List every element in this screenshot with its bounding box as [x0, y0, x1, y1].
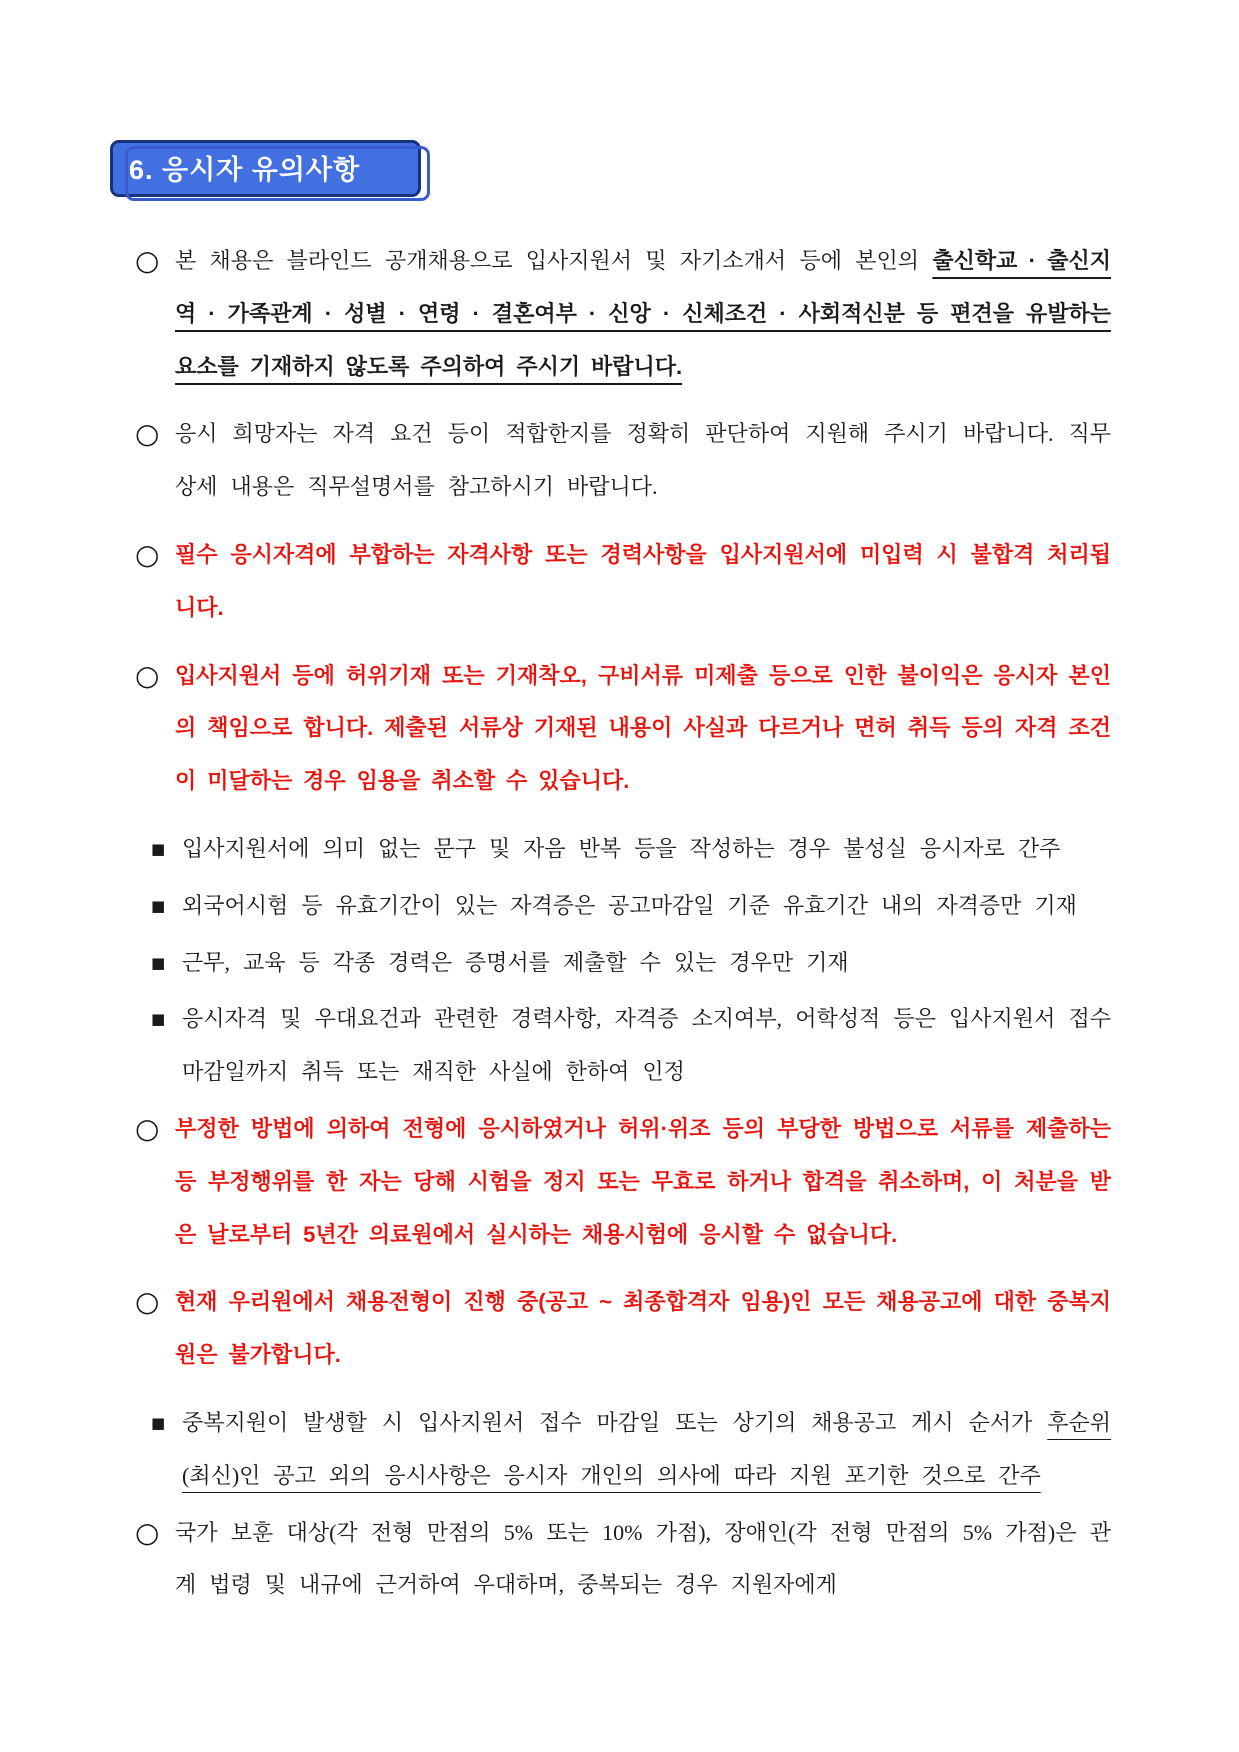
square-bullet-marker: ■ — [151, 896, 166, 915]
notice-list — [110, 235, 1111, 1612]
square-bullet-marker: ■ — [151, 839, 166, 858]
section-title: 6. 응시자 유의사항 — [129, 155, 361, 185]
circle-bullet-marker: ○ — [135, 1515, 160, 1549]
circle-bullet-marker: ○ — [135, 1285, 160, 1319]
notice-text-emphasized: 출신학교 · 출신지역 · 가족관계 · 성별 · 연령 · 결혼여부 · 신앙 · 신체조건 · 사회적신분 등 편견을 유발하는 요소를 기재하지 않도록 주의하여 주시기 바랍니다. — [175, 248, 1111, 379]
notice-item-veteran-disabled-preference — [135, 1507, 1111, 1613]
section-title-box — [110, 140, 421, 197]
notice-text: 입사지원서 등에 허위기재 또는 기재착오, 구비서류 미제출 등으로 인한 불이익은 응시자 본인의 책임으로 합니다. 제출된 서류상 기재된 내용이 사실과 다르거나 면허 취득 등의 자격 조건이 미달하는 경우 임용을 취소할 수 있습니다. — [175, 662, 1111, 794]
notice-subitem-duplicate-handling — [151, 1397, 1111, 1503]
square-bullet-marker: ■ — [151, 1010, 166, 1029]
square-bullet-marker: ■ — [151, 953, 166, 972]
notice-text: 외국어시험 등 유효기간이 있는 자격증은 공고마감일 기준 유효기간 내의 자격증만 기재 — [182, 892, 1077, 918]
notice-item-blind-recruitment — [135, 235, 1111, 393]
notice-subitem-meaningless-text — [151, 823, 1111, 876]
notice-text: 응시자격 및 우대요건과 관련한 경력사항, 자격증 소지여부, 어학성적 등은 입사지원서 접수마감일까지 취득 또는 재직한 사실에 한하여 인정 — [182, 1006, 1111, 1085]
notice-text: 본 채용은 블라인드 공개채용으로 입사지원서 및 자기소개서 등에 본인의 — [175, 248, 933, 273]
notice-subitem-deadline-recognition — [151, 993, 1111, 1099]
notice-text: 국가 보훈 대상(각 전형 만점의 5% 또는 10% 가점), 장애인(각 전형 만점의 5% 가점)은 관계 법령 및 내규에 근거하여 우대하며, 중복되는 경우 지원자에게 — [175, 1519, 1111, 1598]
square-bullet-marker: ■ — [151, 1413, 166, 1432]
notice-text-underlined: 후순위(최신)인 공고 외의 응시사항은 응시자 개인의 의사에 따라 지원 포기한 것으로 간주 — [182, 1409, 1111, 1488]
circle-bullet-marker: ○ — [135, 658, 160, 692]
notice-text: 필수 응시자격에 부합하는 자격사항 또는 경력사항을 입사지원서에 미입력 시 불합격 처리됩니다. — [175, 541, 1111, 620]
notice-item-duplicate-application — [135, 1276, 1111, 1382]
circle-bullet-marker: ○ — [135, 244, 160, 277]
notice-item-false-statement — [135, 650, 1111, 808]
notice-text: 부정한 방법에 의하여 전형에 응시하였거나 허위·위조 등의 부당한 방법으로 서류를 제출하는 등 부정행위를 한 자는 당해 시험을 정지 또는 무효로 하거나 합격을 취소하며, 이 처분을 받은 날로부터 5년간 의료원에서 실시하는 채용시험에 응시할 수 없습니다. — [175, 1115, 1111, 1247]
circle-bullet-marker: ○ — [135, 537, 160, 571]
notice-text: 근무, 교육 등 각종 경력은 증명서를 제출할 수 있는 경우만 기재 — [182, 949, 849, 975]
notice-text: 입사지원서에 의미 없는 문구 및 자음 반복 등을 작성하는 경우 불성실 응시자로 간주 — [182, 835, 1061, 861]
notice-subitem-career-proof — [151, 937, 1111, 990]
notice-text: 중복지원이 발생할 시 입사지원서 접수 마감일 또는 상기의 채용공고 게시 순서가 — [182, 1409, 1048, 1435]
notice-subitem-certificate-validity — [151, 880, 1111, 933]
notice-text: 현재 우리원에서 채용전형이 진행 중(공고 ~ 최종합격자 임용)인 모든 채용공고에 대한 중복지원은 불가합니다. — [175, 1289, 1111, 1368]
circle-bullet-marker: ○ — [135, 417, 160, 451]
notice-item-required-qualification — [135, 529, 1111, 635]
notice-text: 응시 희망자는 자격 요건 등이 적합한지를 정확히 판단하여 지원해 주시기 바랍니다. 직무 상세 내용은 직무설명서를 참고하시기 바랍니다. — [175, 421, 1111, 500]
notice-item-fraudulent-application — [135, 1103, 1111, 1261]
circle-bullet-marker: ○ — [135, 1111, 160, 1145]
notice-item-eligibility-check — [135, 408, 1111, 514]
section-header — [110, 140, 421, 197]
